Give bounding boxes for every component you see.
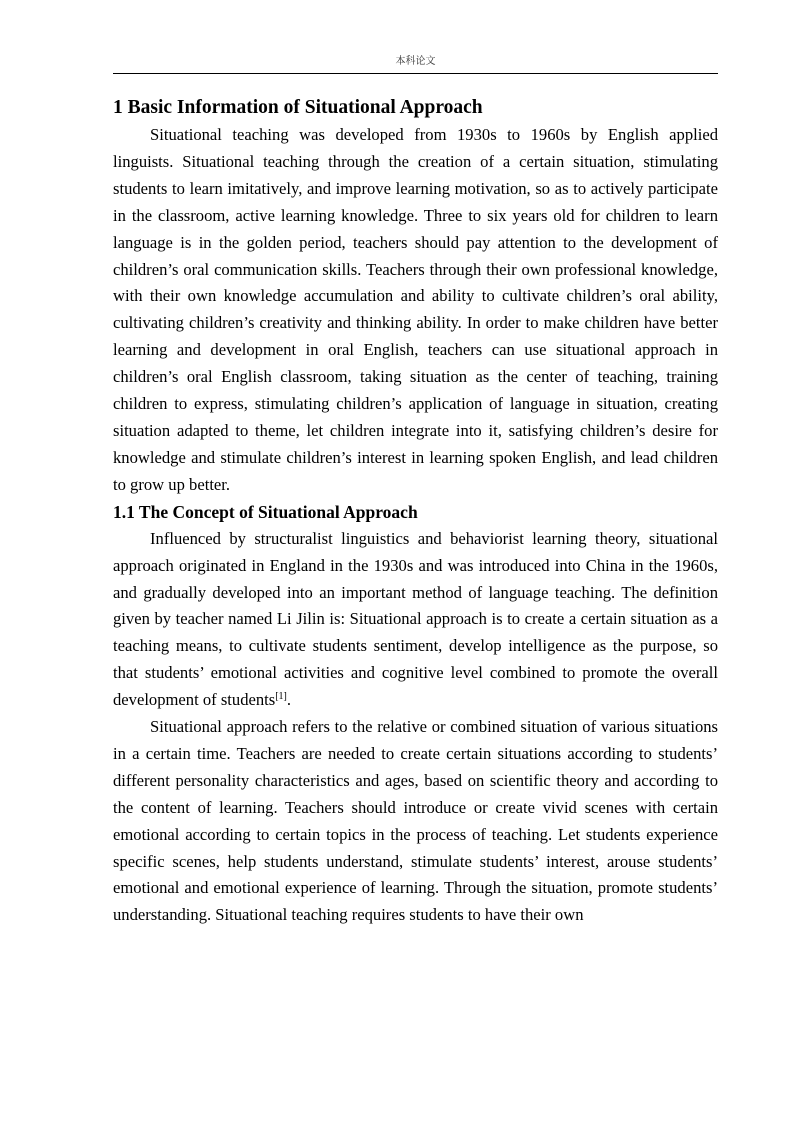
subsection-1-1-paragraph-1 (113, 526, 718, 714)
paragraph-1-end: . (286, 690, 292, 710)
section-1-paragraph: Situational teaching was developed from 1930s to 1960s by English applied linguists. Situational teaching through the creation of a certain situation, stimulating students to learn imitatively, and improve learning motivation, so as to actively participate in the classroom, active learning knowledge. Three to six years old for children to learn language is in the golden period, teachers should pay attention to the development of children’s oral communication skills. Teachers through their own professional knowledge, with their own knowledge accumulation and ability to cultivate children’s oral ability, cultivating children’s creativity and thinking ability. In order to make children have better learning and development in oral English, teachers can use situational approach in children’s oral English classroom, taking situation as the center of teaching, training children to express, stimulating children’s application of language in situation, creating situation adapted to theme, let children integrate into it, satisfying children’s desire for knowledge and stimulate children’s interest in learning spoken English, and lead children to grow up better. (113, 125, 718, 494)
header-rule (113, 73, 718, 74)
running-header: 本科论文 (395, 56, 436, 67)
citation-ref[interactable]: [1] (275, 691, 287, 703)
section-heading-1: 1 Basic Information of Situational Approach (113, 97, 483, 118)
paragraph-1-text: Influenced by structuralist linguistics and behaviorist learning theory, situational approach originated in England in the 1930s and was introduced into China in the 1960s, and gradually developed into an important method of language teaching. The definition given by teacher named Li Jilin is: Situational approach is to create a certain situation as a teaching means, to cultivate students sentiment, develop intelligence as the purpose, so that students’ emotional activities and cognitive level combined to promote the overall development of students (113, 528, 718, 710)
subsection-heading-1-1: 1.1 The Concept of Situational Approach (113, 501, 418, 522)
page-body (113, 94, 718, 929)
subsection-1-1-paragraph-2: Situational approach refers to the relative or combined situation of various situations in a certain time. Teachers are needed to create certain situations according to students’ different personality characteristics and ages, based on scientific theory and according to the content of learning. Teachers should introduce or create vivid scenes with certain emotional according to certain topics in the process of teaching. Let students experience specific scenes, help students understand, stimulate students’ interest, arouse students’ emotional and emotional experience of learning. Through the situation, promote students’ understanding. Situational teaching requires students to have their own (113, 717, 718, 925)
